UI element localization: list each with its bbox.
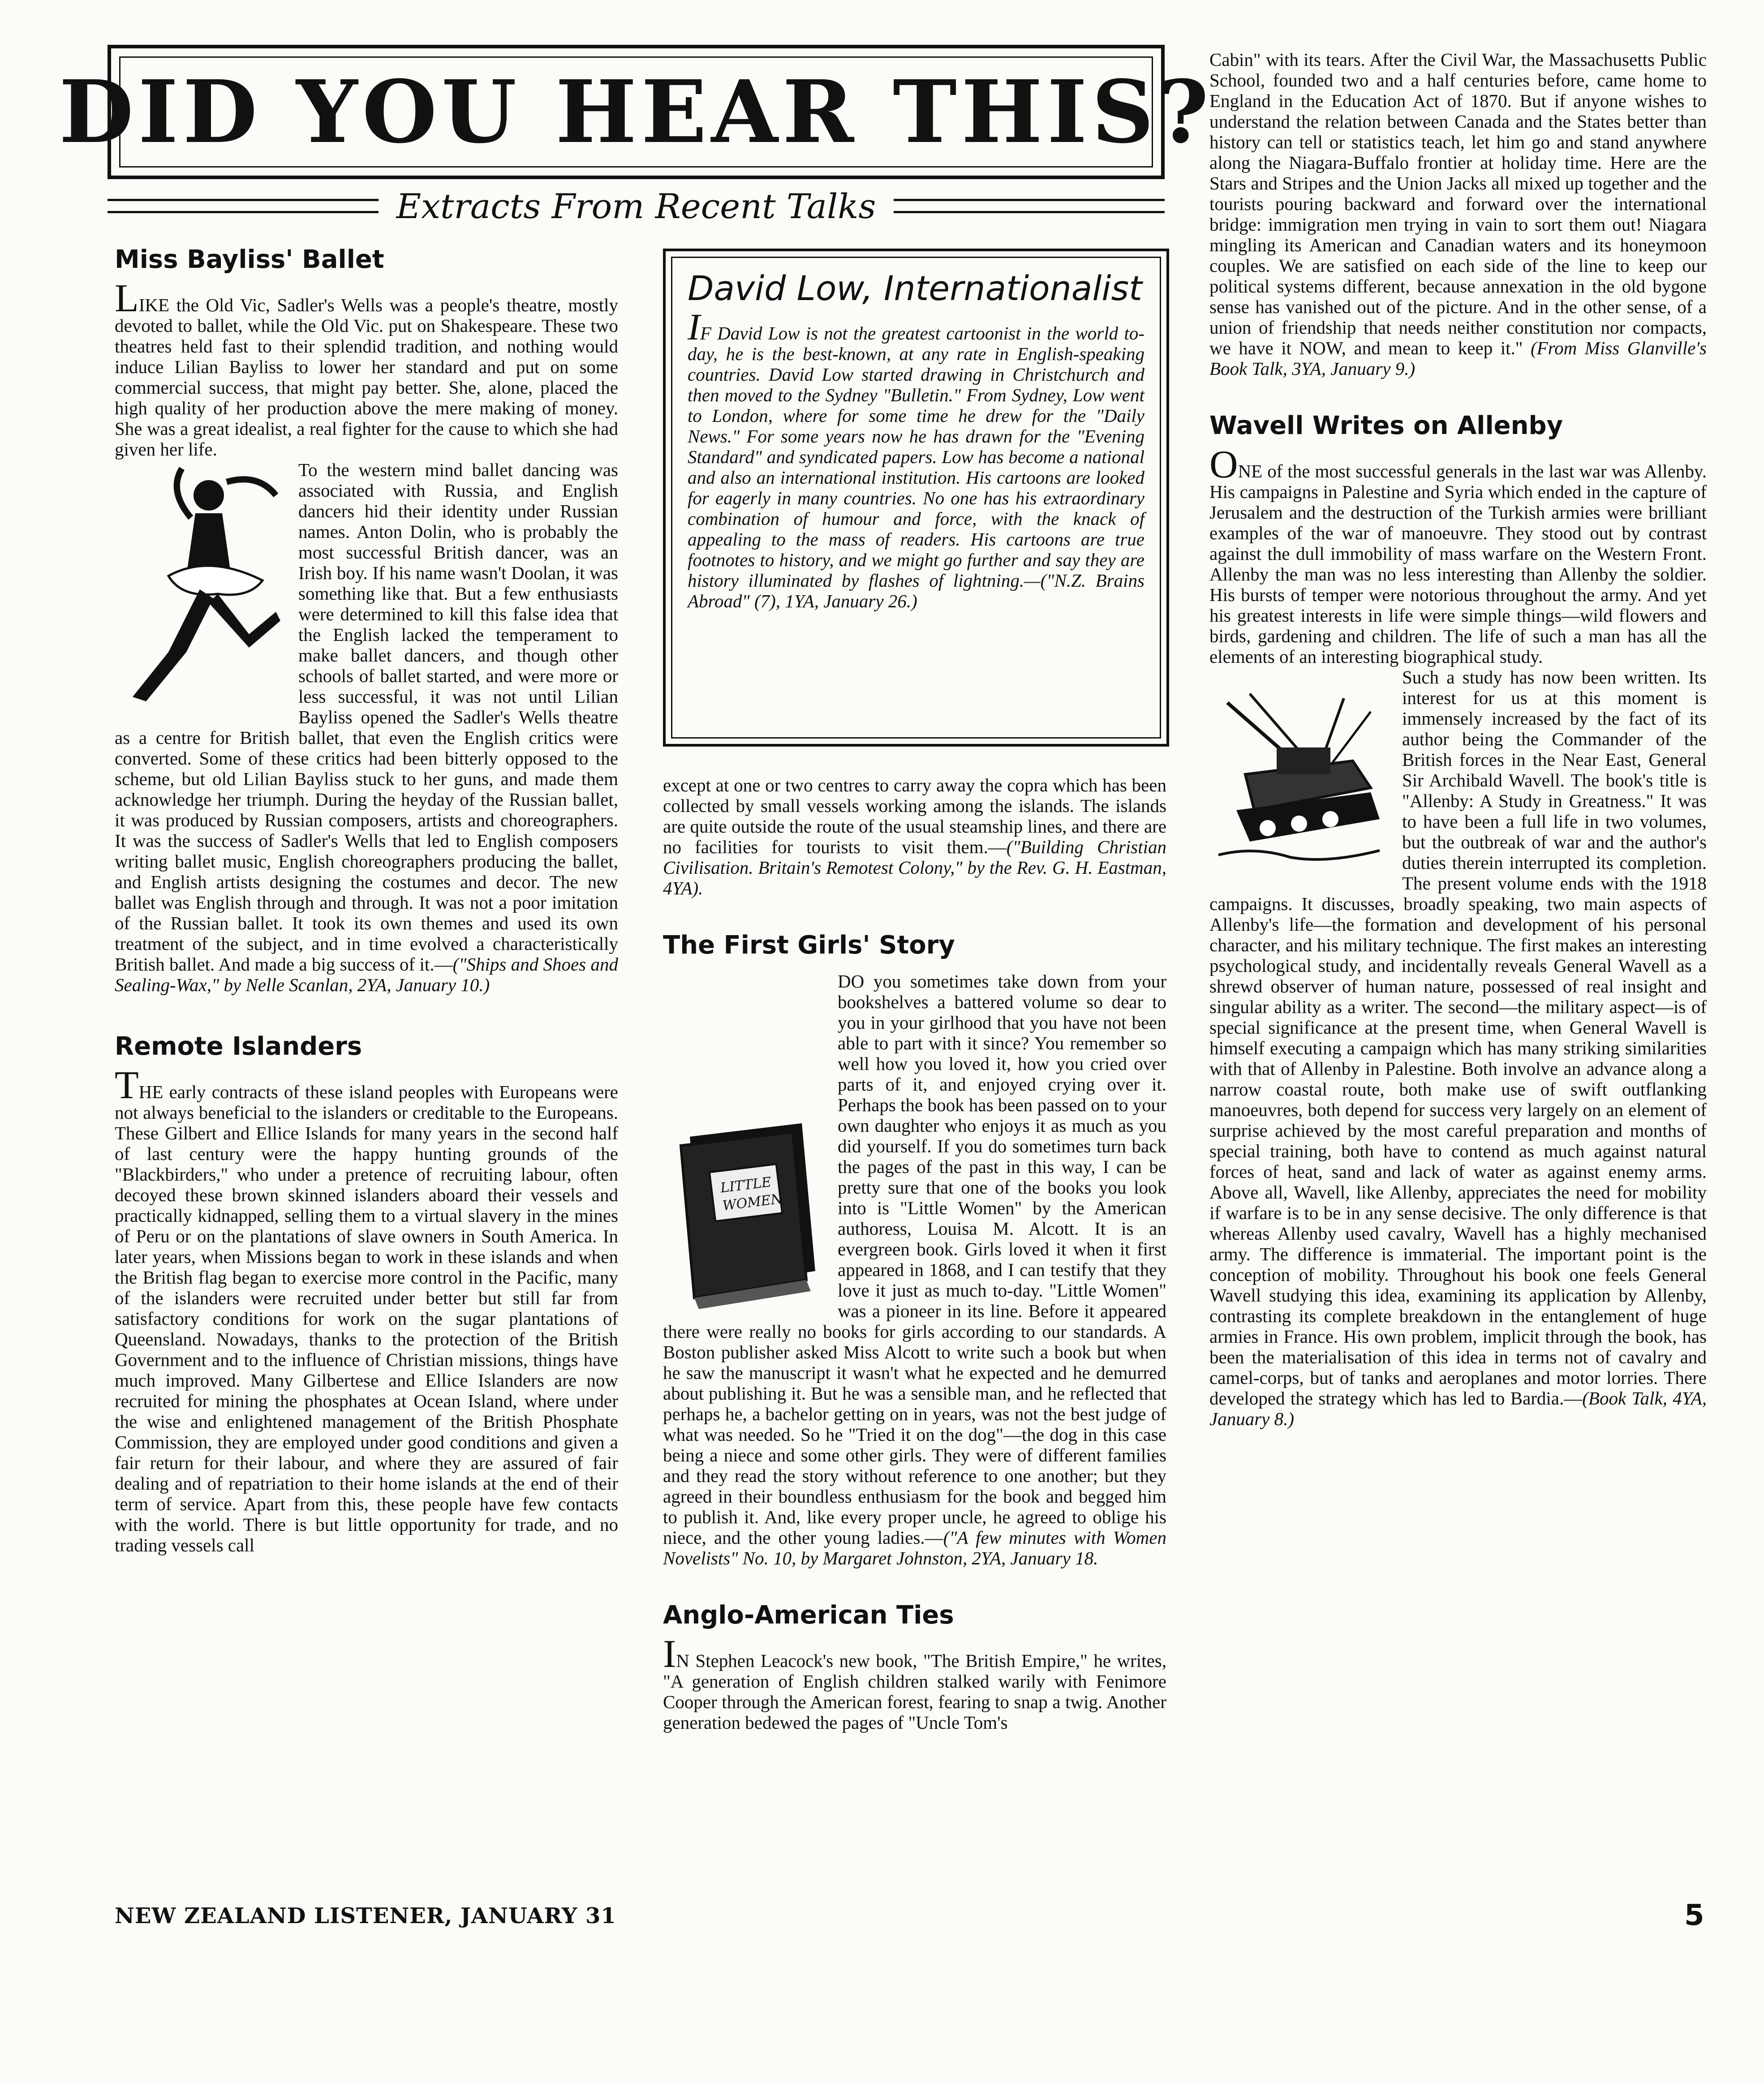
title-frame	[59, 56, 1213, 167]
dancer-icon	[115, 464, 285, 715]
remote-heading: Remote Islanders	[115, 1032, 362, 1061]
anglo-paragraph-1: IN Stephen Leacock's new book, "The British Empire," he writes, "A generation of English children stalked warily with Fenimore Cooper through the American forest, fearing to snap a twig. Another generation bedewed the pages of "Uncle Tom's	[663, 1632, 1166, 1733]
david-low-title: David Low, Internationalist	[688, 268, 1142, 308]
remote-paragraph-2	[663, 775, 1166, 898]
rule-right	[894, 199, 1165, 213]
little-women-illustration	[663, 1119, 824, 1311]
wavell-paragraph-1: ONE of the most successful generals in the last war was Allenby. His campaigns in Palestine and Syria which ended in the capture of Jerusalem and the destruction of the Turkish armies were brilliant examples of the war of manoeuvre. They stood out by contrast against the dull immobility of mass warfare on the Western Front. Allenby the man was no less interesting than Allenby the soldier. His bursts of temper were notorious throughout the army. And yet his greatest interests in life were simple things—wild flowers and birds, gardening and children. The life of such a man has all the elements of an interesting biographical study.	[1209, 443, 1707, 667]
rule-left	[108, 199, 379, 213]
book-label-1: LITTLE	[719, 1174, 772, 1196]
wavell-source: (Book Talk, 4YA, January 8.)	[1209, 1388, 1707, 1429]
column-2	[663, 775, 1166, 1733]
ballet-source: ("Ships and Shoes and Sealing-Wax," by Nelle Scanlan, 2YA, January 10.)	[115, 954, 618, 995]
anglo-source: (From Miss Glanville's Book Talk, 3YA, January 9.)	[1209, 338, 1707, 379]
title-box	[59, 45, 1213, 179]
remote-body-2: except at one or two centres to carry away the copra which has been collected by small vessels working among the islands. The islands are quite outside the route of the usual steamship lines, and there are no facilities for tourists to visit them.—	[663, 775, 1166, 857]
david-low-frame	[671, 257, 1161, 739]
girls-body: DO you sometimes take down from your bookshelves a battered volume so dear to you in your girlhood that you have not been able to part with it since? You remember so well how you loved it, how you cried over parts of it, and enjoyed crying over it. Perhaps the book has been passed on to your own daughter who enjoys it as much as you did yourself. If you do sometimes turn back the pages of the past in this way, I can be pretty sure that one of the books you look into is "Little Women" by the American authoress, Louisa M. Alcott. It is an evergreen book. Girls loved it when it first appeared in 1868, and I can testify that they love it just as much to-day. "Little Women" was a pioneer in its line. Before it appeared there were really no books for girls according to our standards. A Boston publisher asked Miss Alcott to write such a book but when he saw the manuscript it wasn't what he expected and he demurred about publishing it. But he was a sensible man, and he reflected that perhaps he, a bachelor getting on in years, was not the best judge of what was needed. So he "Tried it on the dog"—the dog in this case being a niece and some other girls. They were of different families and they read the story without reference to one another; but they agreed in their boundless enthusiasm for the book and begged him to publish it. And, like every proper uncle, he agreed to oblige his niece, and the other young ladies.—	[663, 971, 1166, 1548]
book-icon	[663, 1119, 824, 1311]
page-subtitle: Extracts From Recent Talks	[396, 186, 876, 226]
anglo-body-2: Cabin" with its tears. After the Civil War, the Massachusetts Public School, founded two and a half centuries before, came home to England in the Education Act of 1870. But if anyone wishes to understand the relation between Canada and the States better than history can tell or statistics teach, let him go and stand anywhere along the Niagara-Buffalo frontier at holiday time. Here are the Stars and Stripes and the Union Jacks all mixed up together and the tourists pouring backward and forward over the international bridge: immigration men trying in vain to sort them out! Niagara mingling its American and Canadian waters and its honeymoon couples. We are satisfied on each side of the line to keep our political systems different, because annexation in the old bygone sense has vanished out of the picture. And in the other sense, of a union of friendship that needs neither constitution nor compacts, we have it NOW, and mean to keep it."	[1209, 49, 1707, 358]
girls-heading: The First Girls' Story	[663, 931, 955, 960]
column-3	[1209, 49, 1707, 1429]
column-1	[115, 244, 618, 1555]
anglo-paragraph-2	[1209, 49, 1707, 379]
ballet-heading: Miss Bayliss' Ballet	[115, 245, 384, 274]
page-number: 5	[1684, 1899, 1704, 1932]
book-label-2: WOMEN	[722, 1191, 783, 1214]
remote-source: ("Building Christian Civilisation. Britain's Remotest Colony," by the Rev. G. H. Eastman, 4YA).	[663, 837, 1166, 898]
anglo-heading: Anglo-American Ties	[663, 1601, 954, 1630]
ballet-paragraph-1: LIKE the Old Vic, Sadler's Wells was a people's theatre, mostly devoted to ballet, while the Old Vic. put on Shakespeare. These two theatres held fast to their splendid tradition, and nothing would induce Lilian Bayliss to lower her standard and put on some commercial success, that might pay better. She, alone, placed the high quality of her production above the mere making of money. She was a great idealist, a real fighter for the cause to which she had given her life.	[115, 277, 618, 460]
tank-illustration	[1209, 685, 1389, 873]
wavell-body-2: Such a study has now been written. Its interest for us at this moment is immensely increased by the fact of its author being the Commander of the British forces in the Near East, General Sir Archibald Wavell. The book's title is "Allenby: A Study in Greatness." It was to have been a full life in two volumes, but the outbreak of war and the author's duties therein interrupted its completion. The present volume ends with the 1918 campaigns. It discusses, broadly speaking, two main aspects of Allenby's life—the formation and development of his personal character, and his military technique. The first makes an interesting psychological study, and incidentally reveals General Wavell as a shrewd observer of human nature, possessed of real insight and singular ability as a writer. The second—the military aspect—is of special significance at the present time, when General Wavell is himself executing a campaign which has many striking similarities with that of Allenby in Palestine. Both involve an advance along a narrow coastal route, both make use of swift outflanking manoeuvres, both depend for success very largely on an element of surprise achieved by the most careful preparation and months of special training, both have to contend as much against natural forces of heat, sand and lack of water as against enemy arms. Above all, Wavell, like Allenby, appreciates the need for mobility if warfare is to be in any sense decisive. The only difference is that whereas Allenby used cavalry, Wavell has a highly mechanised army. The difference is immaterial. The important point is the conception of mobility. Throughout his book one feels General Wavell studying this idea, examining its application by Allenby, contrasting its complete breakdown in the entanglement of huge armies in France. His own problem, implicit through the book, has been the materialisation of this idea in terms not of cavalry and camel-corps, but of tanks and aeroplanes and motor lorries. There developed the strategy which has led to Bardia.—	[1209, 667, 1707, 1409]
page-title: DID YOU HEAR THIS?	[59, 61, 1213, 163]
girls-paragraph-1	[663, 971, 1166, 1568]
remote-paragraph-1: THE early contracts of these island peoples with Europeans were not always beneficial to the islanders or creditable to the Europeans. These Gilbert and Ellice Islands for many years in the second half of last century were the happy hunting grounds of the "Blackbirders," who under a pretence of recruiting labour, often decoyed these brown skinned islanders aboard their vessels and practically kidnapped, selling them to a virtual slavery in the mines of Peru or on the plantations of slave owners in South America. In later years, when Missions began to work in these islands and when the British flag began to exercise more control in the Pacific, many of the islanders were recruited under better but still far from satisfactory conditions for work on the sugar plantations of Queensland. Nowadays, thanks to the protection of the British Government and to the influence of Christian missions, things have much improved. Many Gilbertese and Ellice Islanders are now recruited for mining the phosphates at Ocean Island, where under the wise and enlightened management of the British Phosphate Commission, they are employed under good conditions and given a fair return for their labour, and where they are assured of fair dealing and of repatriation to their home islands at the end of their term of service. Apart from this, these people have few contacts with the world. There is but little opportunity for trade, and no trading vessels call	[115, 1064, 618, 1555]
david-low-body: IF David Low is not the greatest cartoonist in the world to-day, he is the best-known, at any rate in English-speaking countries. David Low started drawing in Christchurch and then moved to the Sydney "Bulletin." From Sydney, Low went to London, where for some time he drew for the "Daily News." For some years now he has drawn for the "Evening Standard" and syndicated papers. Low has become a national and also an international institution. His cartoons are looked for eagerly in many countries. No one has his extraordinary combination of humour and force, with the knack of appealing to the mass of readers. His cartoons are true footnotes to history, and we might go further and say they are history illuminated by flashes of lightning.—("N.Z. Brains Abroad" (7), 1YA, January 26.)	[688, 306, 1144, 611]
tank-icon	[1209, 685, 1389, 873]
girls-source: ("A few minutes with Women Novelists" No. 10, by Margaret Johnston, 2YA, January 18.	[663, 1527, 1166, 1568]
ballet-body-2: To the western mind ballet dancing was associated with Russia, and English dancers hid their identity under Russian names. Anton Dolin, who is probably the most successful British dancer, was an Irish boy. If his name wasn't Doolan, it was something like that. But a few enthusiasts were determined to kill this false idea that the English lacked the temperament to make ballet dancers, and though other schools of ballet started, and were more or less successful, it was not until Lilian Bayliss opened the Sadler's Wells theatre as a centre for British ballet, that even the English critics were converted. Some of these critics had been bitterly opposed to the scheme, but old Lilian Bayliss stuck to her guns, and made them acknowledge her triumph. During the heyday of the Russian ballet, it was produced by Russian composers, artists and choreographers. It was the success of Sadler's Wells that led to English composers writing ballet music, English choreographers producing the ballet, and English artists designing the costumes and decor. The new ballet was English through and through. It was not a poor imitation of the Russian ballet. It took its own themes and used its own treatment of the subject, and in time evolved a characteristically British ballet. And made a big success of it.—	[115, 460, 618, 975]
publication-footer: NEW ZEALAND LISTENER, JANUARY 31	[115, 1903, 616, 1928]
ballet-dancer-illustration	[115, 464, 285, 715]
david-low-box	[663, 249, 1169, 747]
wavell-heading: Wavell Writes on Allenby	[1209, 411, 1563, 440]
subtitle-row	[108, 181, 1165, 231]
